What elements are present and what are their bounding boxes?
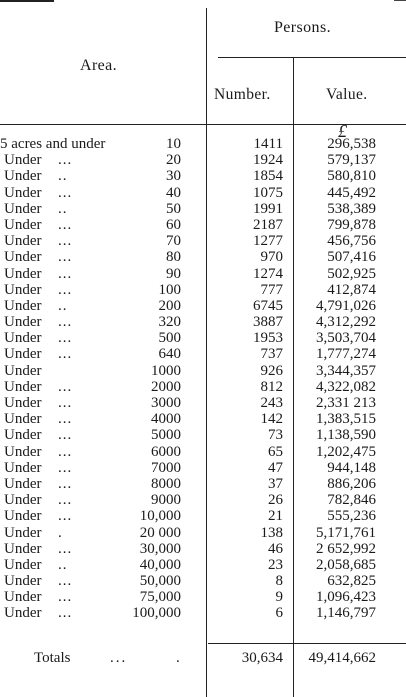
- persons-number: 1854: [253, 168, 283, 185]
- table-row: [0, 605, 406, 621]
- table-row: [0, 557, 406, 573]
- top-right-rule: [394, 0, 406, 1]
- persons-number: 243: [260, 395, 283, 411]
- leader-dots: ...: [58, 573, 73, 590]
- number-column-header: Number.: [214, 86, 271, 103]
- area-limit: 20: [166, 152, 181, 169]
- totals-dots: ...: [110, 650, 128, 666]
- table-row: [0, 152, 406, 168]
- persons-value: 4,312,292: [316, 314, 376, 331]
- area-limit: 320: [158, 314, 181, 331]
- totals-rule: [208, 643, 406, 644]
- area-limit: 30: [166, 168, 181, 185]
- persons-value: 2,058,685: [316, 556, 376, 573]
- leader-dots: ..: [58, 297, 68, 314]
- area-limit: 40: [166, 184, 181, 201]
- area-column-header: Area.: [80, 57, 118, 74]
- area-label: Under: [4, 184, 42, 201]
- persons-value: 555,236: [327, 508, 376, 525]
- table-row: [0, 298, 406, 314]
- leader-dots: ...: [58, 589, 73, 606]
- area-label: Under: [4, 152, 42, 169]
- persons-number: 47: [268, 459, 283, 476]
- persons-value: 4,322,082: [316, 378, 376, 395]
- area-label: Under: [4, 508, 42, 525]
- persons-number: 1924: [253, 152, 283, 169]
- area-label: 5 acres and under: [0, 136, 106, 152]
- totals-value: 49,414,662: [308, 650, 376, 666]
- area-label: Under: [4, 362, 42, 379]
- table-row: [0, 379, 406, 395]
- leader-dots: ...: [58, 411, 73, 428]
- area-label: Under: [4, 395, 42, 411]
- persons-column-header: Persons.: [274, 19, 331, 36]
- persons-number: 812: [260, 378, 283, 395]
- leader-dots: ...: [58, 378, 73, 395]
- area-label: Under: [4, 200, 42, 217]
- leader-dots: ...: [58, 395, 73, 411]
- area-limit: 7000: [151, 459, 181, 476]
- table-row: [0, 427, 406, 443]
- leader-dots: ...: [58, 475, 73, 492]
- area-label: Under: [4, 249, 42, 266]
- table-row: [0, 201, 406, 217]
- persons-number: 1274: [253, 265, 283, 282]
- area-limit: 50: [166, 200, 181, 217]
- area-label: Under: [4, 411, 42, 428]
- persons-value: 579,137: [327, 152, 376, 169]
- persons-value: 1,777,274: [316, 346, 376, 363]
- persons-value: 1,138,590: [316, 427, 376, 444]
- area-limit: 1000: [151, 362, 181, 379]
- table-row: [0, 492, 406, 508]
- area-label: Under: [4, 556, 42, 573]
- persons-value: 1,383,515: [316, 411, 376, 428]
- area-limit: 200: [158, 297, 181, 314]
- persons-number: 1075: [253, 184, 283, 201]
- persons-value: 799,878: [327, 216, 376, 233]
- leader-dots: ..: [58, 556, 68, 573]
- persons-number: 23: [268, 556, 283, 573]
- persons-number: 1953: [253, 330, 283, 347]
- persons-value: 886,206: [327, 475, 376, 492]
- persons-number: 6: [275, 605, 283, 622]
- persons-value: 2,331 213: [316, 395, 376, 411]
- totals-dot: .: [176, 650, 180, 666]
- area-limit: 50,000: [139, 573, 181, 590]
- area-label: Under: [4, 459, 42, 476]
- leader-dots: ...: [58, 265, 73, 282]
- leader-dots: ..: [58, 200, 68, 217]
- leader-dots: ...: [58, 249, 73, 266]
- table-row: [0, 476, 406, 492]
- area-label: Under: [4, 427, 42, 444]
- persons-number: 1411: [253, 136, 283, 152]
- persons-number: 138: [260, 524, 283, 541]
- table-row: [0, 525, 406, 541]
- persons-value: 3,503,704: [316, 330, 376, 347]
- area-label: Under: [4, 297, 42, 314]
- persons-number: 26: [268, 492, 283, 509]
- persons-number: 73: [268, 427, 283, 444]
- table-row: [0, 282, 406, 298]
- area-limit: 9000: [151, 492, 181, 509]
- area-label: Under: [4, 314, 42, 331]
- leader-dots: ...: [58, 233, 73, 250]
- area-limit: 10: [166, 136, 181, 152]
- leader-dots: ...: [58, 540, 73, 557]
- table-row: [0, 233, 406, 249]
- table-row: [0, 346, 406, 362]
- area-label: Under: [4, 492, 42, 509]
- area-label: Under: [4, 605, 42, 622]
- leader-dots: ...: [58, 330, 73, 347]
- persons-number: 8: [275, 573, 283, 590]
- leader-dots: ...: [58, 443, 73, 460]
- persons-number: 926: [260, 362, 283, 379]
- persons-number: 142: [260, 411, 283, 428]
- persons-underline: [218, 57, 406, 58]
- persons-number: 3887: [253, 314, 283, 331]
- table-row: [0, 444, 406, 460]
- persons-value: 412,874: [327, 281, 376, 298]
- persons-value: 5,171,761: [316, 524, 376, 541]
- area-limit: 80: [166, 249, 181, 266]
- area-label: Under: [4, 216, 42, 233]
- area-limit: 10,000: [139, 508, 181, 525]
- top-left-rule: [0, 0, 54, 2]
- persons-number: 1277: [253, 233, 283, 250]
- persons-value: 782,846: [327, 492, 376, 509]
- persons-value: 507,416: [327, 249, 376, 266]
- persons-value: 632,825: [327, 573, 376, 590]
- leader-dots: .: [58, 524, 63, 541]
- leader-dots: ...: [58, 152, 73, 169]
- pound-sign: £: [338, 121, 347, 141]
- table-row: [0, 330, 406, 346]
- persons-value: 4,791,026: [316, 297, 376, 314]
- area-label: Under: [4, 378, 42, 395]
- persons-number: 970: [260, 249, 283, 266]
- persons-value: 944,148: [327, 459, 376, 476]
- area-limit: 75,000: [139, 589, 181, 606]
- area-limit: 60: [166, 216, 181, 233]
- persons-value: 456,756: [327, 233, 376, 250]
- area-label: Under: [4, 330, 42, 347]
- area-label: Under: [4, 573, 42, 590]
- table-row: [0, 541, 406, 557]
- leader-dots: ...: [58, 508, 73, 525]
- persons-value: 1,146,797: [316, 605, 376, 622]
- area-label: Under: [4, 443, 42, 460]
- table-row: [0, 395, 406, 411]
- leader-dots: ...: [58, 314, 73, 331]
- table-row: [0, 314, 406, 330]
- leader-dots: ...: [58, 281, 73, 298]
- leader-dots: ..: [58, 168, 68, 185]
- persons-value: 3,344,357: [316, 362, 376, 379]
- table-body: [0, 136, 406, 622]
- table-row: [0, 573, 406, 589]
- persons-value: 502,925: [327, 265, 376, 282]
- persons-number: 2187: [253, 216, 283, 233]
- area-limit: 40,000: [139, 556, 181, 573]
- area-limit: 5000: [151, 427, 181, 444]
- table-row: [0, 136, 406, 152]
- area-label: Under: [4, 233, 42, 250]
- leader-dots: ...: [58, 427, 73, 444]
- totals-row: [0, 650, 406, 670]
- area-label: Under: [4, 475, 42, 492]
- area-label: Under: [4, 589, 42, 606]
- persons-number: 737: [260, 346, 283, 363]
- table-row: [0, 589, 406, 605]
- persons-value: 445,492: [327, 184, 376, 201]
- table-row: [0, 249, 406, 265]
- table-row: [0, 266, 406, 282]
- table-row: [0, 508, 406, 524]
- persons-number: 37: [268, 475, 283, 492]
- persons-value: 296,538: [327, 136, 376, 152]
- area-limit: 100: [158, 281, 181, 298]
- persons-number: 46: [268, 540, 283, 557]
- persons-value: 538,389: [327, 200, 376, 217]
- area-limit: 4000: [151, 411, 181, 428]
- area-limit: 2000: [151, 378, 181, 395]
- area-limit: 30,000: [139, 540, 181, 557]
- table-row: [0, 185, 406, 201]
- persons-number: 65: [268, 443, 283, 460]
- area-label: Under: [4, 281, 42, 298]
- area-limit: 3000: [151, 395, 181, 411]
- persons-number: 1991: [253, 200, 283, 217]
- persons-value: 580,810: [327, 168, 376, 185]
- area-limit: 70: [166, 233, 181, 250]
- leader-dots: ...: [58, 605, 73, 622]
- persons-number: 6745: [253, 297, 283, 314]
- leader-dots: ...: [58, 492, 73, 509]
- table-row: [0, 363, 406, 379]
- area-limit: 20 000: [139, 524, 181, 541]
- totals-label: Totals: [34, 650, 71, 666]
- area-limit: 8000: [151, 475, 181, 492]
- table-row: [0, 460, 406, 476]
- persons-number: 777: [260, 281, 283, 298]
- totals-number: 30,634: [241, 650, 283, 666]
- leader-dots: ...: [58, 216, 73, 233]
- persons-value: 1,202,475: [316, 443, 376, 460]
- area-limit: 100,000: [132, 605, 181, 622]
- area-limit: 640: [158, 346, 181, 363]
- persons-number: 9: [275, 589, 283, 606]
- value-column-header: Value.: [326, 86, 368, 103]
- area-limit: 500: [158, 330, 181, 347]
- persons-value: 2 652,992: [316, 540, 376, 557]
- area-label: Under: [4, 265, 42, 282]
- table-row: [0, 411, 406, 427]
- area-limit: 6000: [151, 443, 181, 460]
- area-label: Under: [4, 524, 42, 541]
- area-limit: 90: [166, 265, 181, 282]
- table-row: [0, 217, 406, 233]
- area-label: Under: [4, 168, 42, 185]
- leader-dots: ...: [58, 184, 73, 201]
- leader-dots: ...: [58, 346, 73, 363]
- persons-value: 1,096,423: [316, 589, 376, 606]
- table-row: [0, 168, 406, 184]
- leader-dots: ...: [58, 459, 73, 476]
- area-label: Under: [4, 540, 42, 557]
- area-label: Under: [4, 346, 42, 363]
- persons-number: 21: [268, 508, 283, 525]
